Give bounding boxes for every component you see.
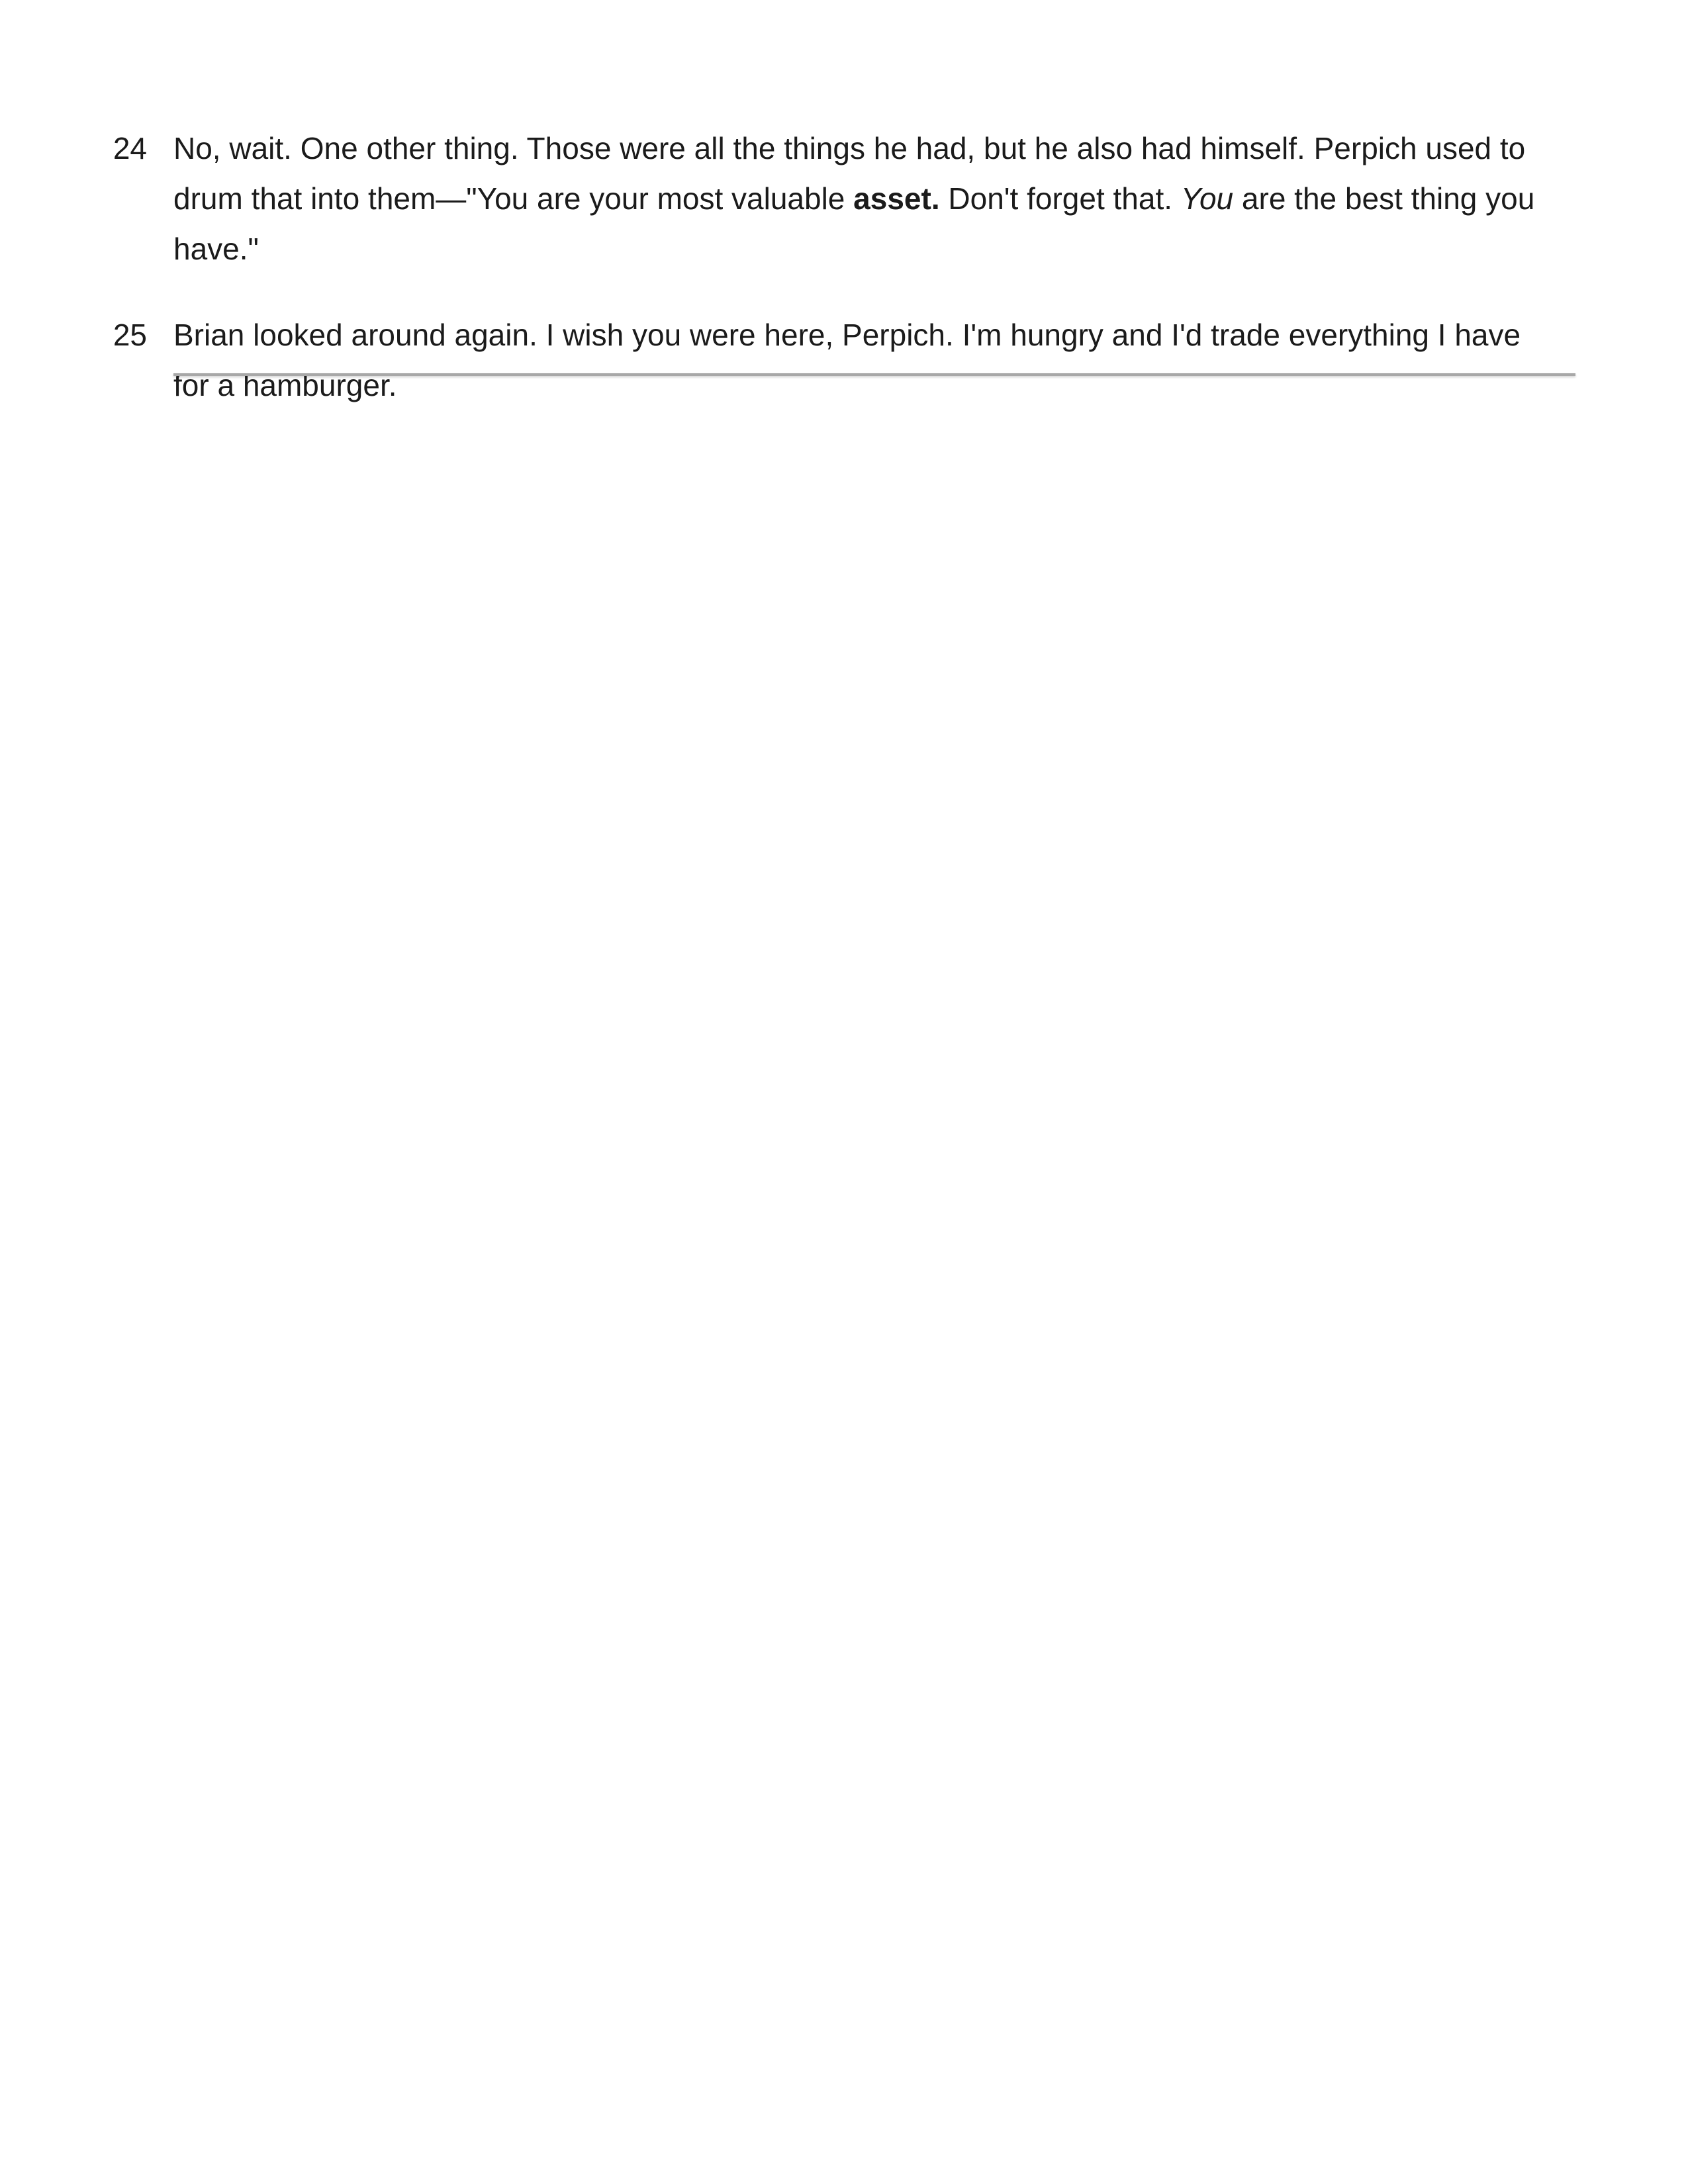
bold-vocabulary-word: asset. xyxy=(853,181,940,216)
paragraph-25 xyxy=(99,310,1575,410)
paragraph-text: Brian looked around again. I wish you were here, Perpich. I'm hungry and I'd trade everything I have for a hamburger. xyxy=(173,318,1521,402)
section-divider xyxy=(173,373,1575,376)
text-segment: No, wait. One other thing. Those were all the things he had, but he also had himself. Perpich used to drum that into them—"You are your most valuable xyxy=(173,131,1526,216)
passage xyxy=(99,123,1575,446)
italic-emphasis: You xyxy=(1180,181,1234,216)
paragraph-number: 25 xyxy=(113,318,147,352)
paragraph-text xyxy=(173,123,1537,274)
text-segment: Don't forget that. xyxy=(939,181,1181,216)
paragraph-number: 24 xyxy=(113,131,147,165)
paragraph-24 xyxy=(99,123,1575,274)
text-segment: are the best thing you have." xyxy=(173,181,1535,266)
